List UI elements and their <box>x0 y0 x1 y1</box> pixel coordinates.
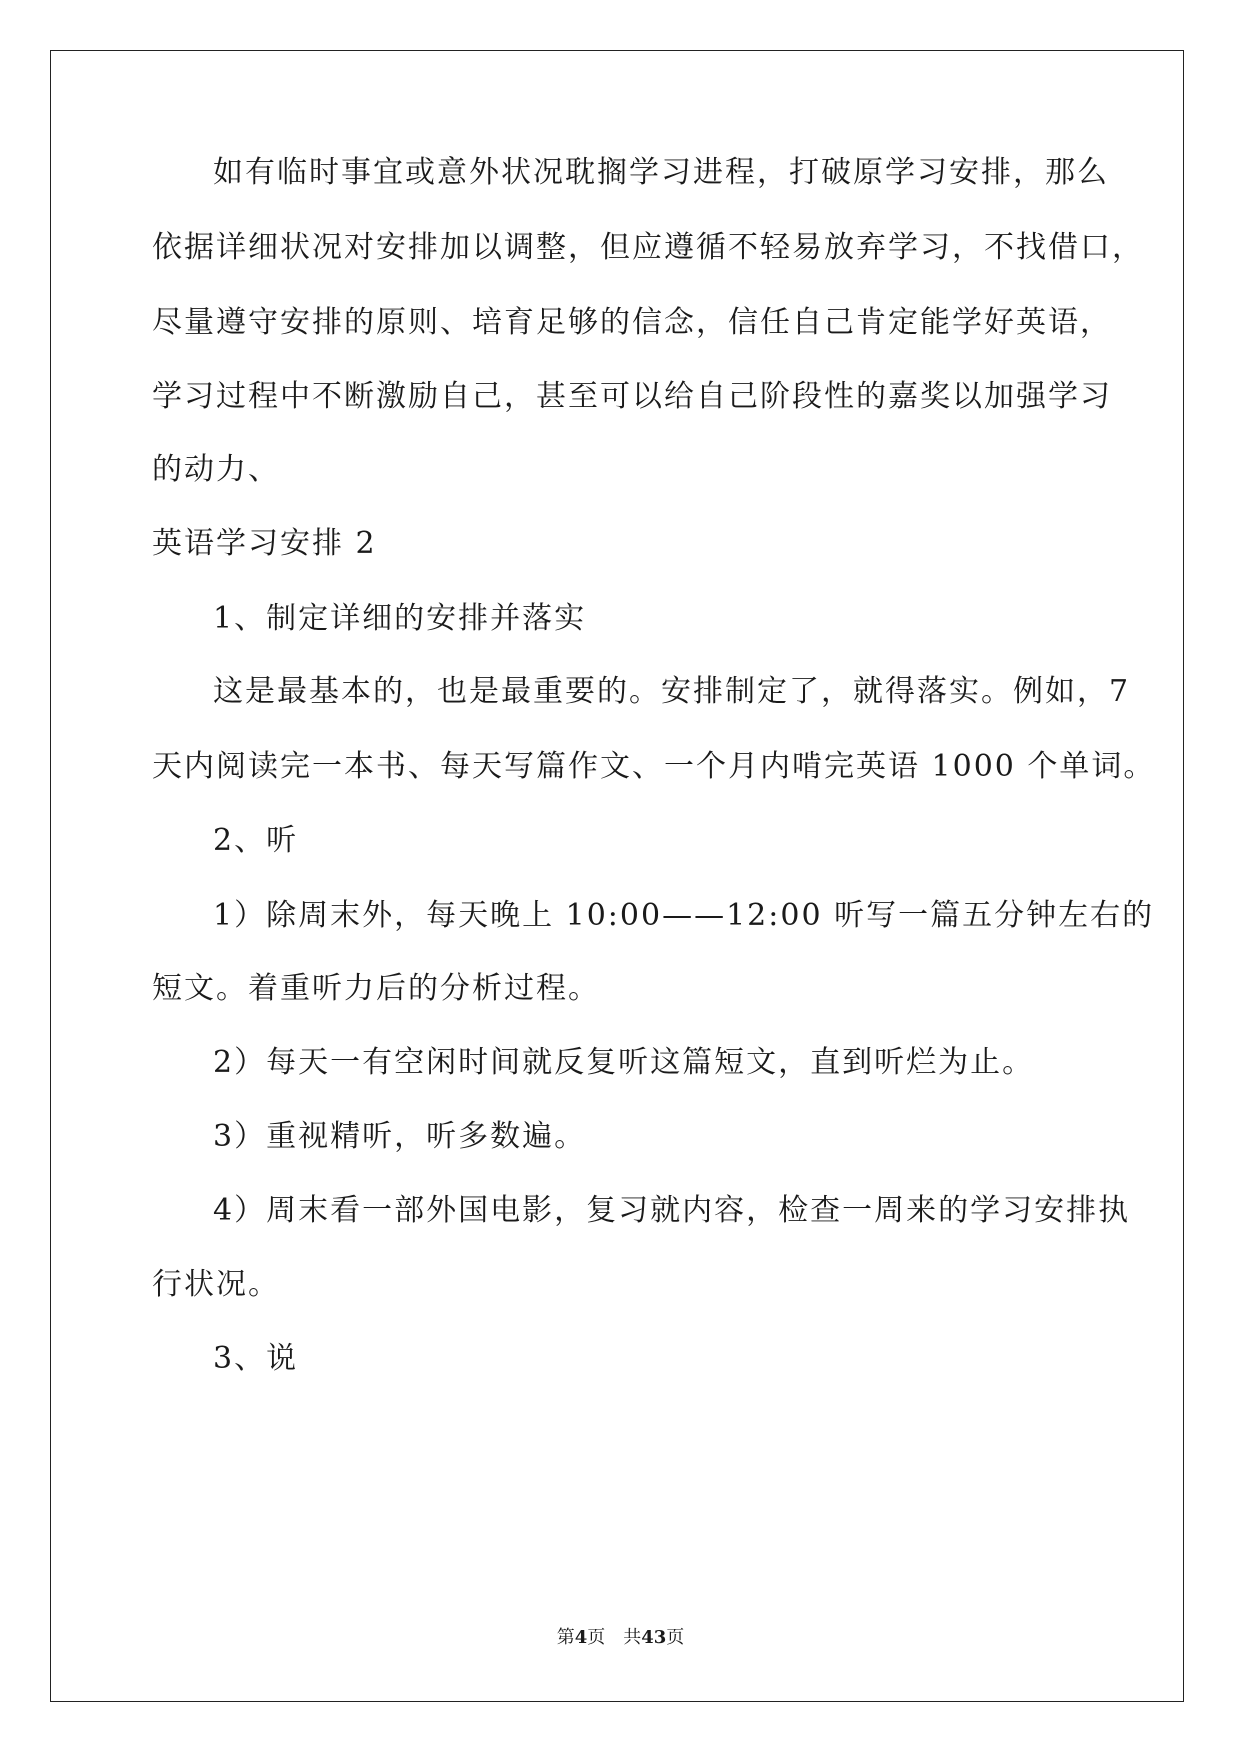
footer-page-word: 页 <box>587 1627 606 1648</box>
paragraph-line-5: 的动力、 <box>152 452 280 487</box>
paragraph-line-2: 依据详细状况对安排加以调整，但应遵循不轻易放弃学习，不找借口， <box>152 230 1144 265</box>
list-item-4: 4）周末看一部外国电影，复习就内容，检查一周来的学习安排执 <box>213 1193 1131 1228</box>
current-page-number: 4 <box>574 1627 588 1648</box>
paragraph-line-1: 如有临时事宜或意外状况耽搁学习进程，打破原学习安排，那么 <box>213 155 1109 190</box>
paragraph-line-3: 尽量遵守安排的原则、培育足够的信念，信任自己肯定能学好英语， <box>152 305 1112 340</box>
page-footer <box>0 1626 1241 1650</box>
footer-total-prefix: 共 <box>623 1627 642 1648</box>
paragraph-line-4: 学习过程中不断激励自己，甚至可以给自己阶段性的嘉奖以加强学习 <box>152 379 1112 414</box>
list-item-2: 2）每天一有空闲时间就反复听这篇短文，直到听烂为止。 <box>213 1045 1035 1080</box>
page-border <box>50 50 1184 1702</box>
paragraph-line-6: 这是最基本的，也是最重要的。安排制定了，就得落实。例如，7 <box>213 674 1131 709</box>
total-pages-number: 43 <box>641 1627 667 1648</box>
list-item-1-cont: 短文。着重听力后的分析过程。 <box>152 971 600 1006</box>
item-heading-2: 2、听 <box>213 823 299 858</box>
list-item-4-cont: 行状况。 <box>152 1267 280 1302</box>
item-heading-3: 3、说 <box>213 1341 299 1376</box>
item-heading-1: 1、制定详细的安排并落实 <box>213 601 587 636</box>
footer-total-suffix: 页 <box>666 1627 685 1648</box>
paragraph-line-7: 天内阅读完一本书、每天写篇作文、一个月内啃完英语 1000 个单词。 <box>152 749 1156 784</box>
section-heading: 英语学习安排 2 <box>152 526 377 561</box>
list-item-3: 3）重视精听，听多数遍。 <box>213 1119 587 1154</box>
list-item-1: 1）除周末外，每天晚上 10:00——12:00 听写一篇五分钟左右的 <box>213 898 1155 933</box>
footer-prefix: 第 <box>556 1627 575 1648</box>
